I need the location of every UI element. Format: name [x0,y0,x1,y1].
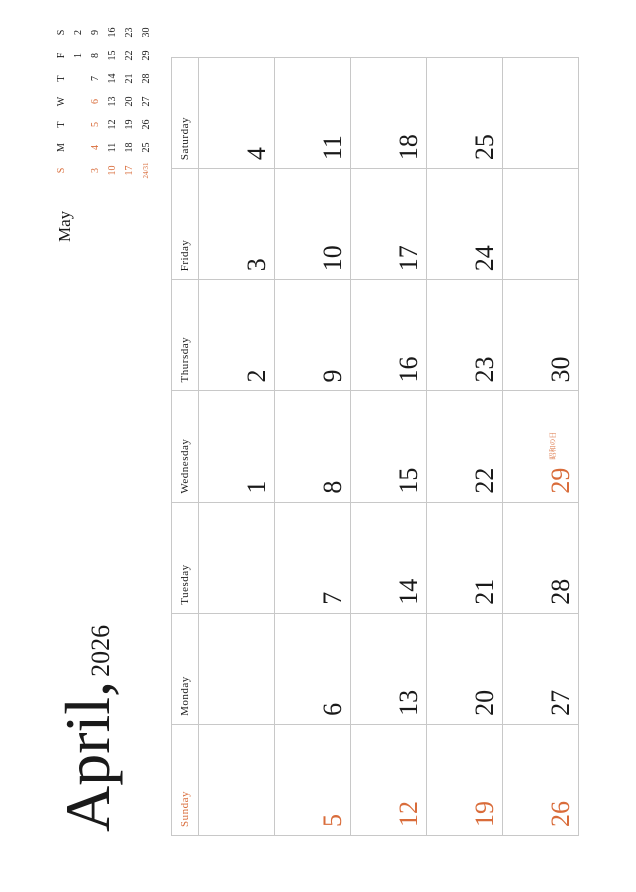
day-cell[interactable] [275,613,351,724]
day-cell[interactable] [199,390,275,501]
day-number: 6 [318,702,347,716]
day-number: 2 [242,369,271,383]
mini-day: 12 [107,119,118,130]
day-number: 30 [546,356,575,383]
day-number: 22 [470,467,499,494]
month-grid [171,57,579,836]
day-cell[interactable] [199,502,275,613]
weekday-header: Monday [172,613,199,724]
mini-day: 21 [124,73,135,84]
mini-calendar-table [53,21,155,182]
mini-weekday-header: S [56,29,67,36]
mini-day: 3 [90,168,101,173]
mini-day: 8 [90,53,101,58]
day-cell[interactable] [427,57,503,168]
day-cell[interactable] [503,724,579,835]
mini-day: 27 [141,96,152,107]
day-cell[interactable] [351,613,427,724]
mini-day: 20 [124,96,135,107]
day-cell[interactable] [503,57,579,168]
day-cell[interactable] [275,502,351,613]
weekday-header: Saturday [172,57,199,168]
mini-weekday-header: W [56,96,67,107]
weekday-header: Wednesday [172,390,199,501]
mini-day: 16 [107,27,118,38]
day-cell[interactable] [351,279,427,390]
day-number: 26 [546,801,575,827]
mini-day [70,159,87,182]
day-cell[interactable] [427,724,503,835]
mini-weekday-header: S [56,167,67,174]
day-cell[interactable] [199,57,275,168]
day-cell[interactable] [427,390,503,501]
day-cell[interactable] [351,724,427,835]
day-number: 27 [546,689,575,716]
mini-day: 14 [107,73,118,84]
mini-day: 23 [124,27,135,38]
mini-day: 26 [141,119,152,130]
weekday-header: Thursday [172,279,199,390]
day-cell[interactable] [351,57,427,168]
day-number: 12 [394,801,423,827]
day-number: 29 [546,467,575,494]
mini-day: 6 [90,99,101,104]
day-cell[interactable] [275,279,351,390]
day-cell[interactable] [427,168,503,279]
day-number: 5 [318,814,347,827]
mini-day: 7 [90,76,101,81]
title-month: April, [52,680,123,832]
holiday-label: 昭和の日 [549,431,557,460]
day-cell[interactable] [503,502,579,613]
title-year: 2026 [86,624,115,677]
day-cell[interactable] [503,613,579,724]
day-number: 1 [242,480,271,494]
mini-calendar-month: May [55,210,74,242]
mini-day: 25 [141,142,152,153]
day-number: 20 [470,689,499,716]
mini-day: 24/31 [142,162,150,179]
day-cell[interactable] [275,57,351,168]
day-number: 9 [318,369,347,383]
mini-day [70,90,87,113]
mini-day: 13 [107,96,118,107]
day-number: 16 [394,356,423,383]
mini-day: 1 [73,53,84,58]
mini-day: 17 [124,165,135,176]
day-number: 28 [546,578,575,605]
mini-day [70,136,87,159]
day-number: 13 [394,689,423,716]
day-number: 3 [242,258,271,272]
day-number: 18 [394,134,423,161]
day-cell[interactable] [275,168,351,279]
day-cell[interactable] [199,724,275,835]
weekday-header: Sunday [172,724,199,835]
mini-day [70,113,87,136]
mini-day: 19 [124,119,135,130]
page-title [52,624,123,832]
day-cell[interactable] [351,502,427,613]
day-number: 7 [318,591,347,605]
day-cell[interactable] [351,390,427,501]
day-cell[interactable] [427,279,503,390]
mini-weekday-header: F [56,52,67,59]
mini-day [70,67,87,90]
day-cell[interactable] [199,613,275,724]
mini-day: 22 [124,50,135,61]
mini-weekday-header: T [56,75,67,82]
mini-weekday-header: M [56,143,67,152]
day-cell[interactable] [199,279,275,390]
day-cell[interactable] [199,168,275,279]
day-number: 15 [394,467,423,494]
day-number: 8 [318,480,347,494]
day-cell[interactable] [503,279,579,390]
day-cell[interactable] [275,724,351,835]
mini-day: 11 [107,142,118,153]
day-cell[interactable] [351,168,427,279]
mini-day: 9 [90,30,101,35]
mini-day: 5 [90,122,101,127]
day-number: 25 [470,134,499,161]
mini-calendar [53,2,163,242]
day-cell[interactable] [427,613,503,724]
mini-day: 2 [73,30,84,35]
mini-day: 30 [141,27,152,38]
mini-day: 4 [90,145,101,150]
weekday-header: Friday [172,168,199,279]
day-number: 21 [470,578,499,605]
weekday-header: Tuesday [172,502,199,613]
day-number: 23 [470,356,499,383]
day-number: 19 [470,801,499,827]
day-number: 10 [318,245,347,272]
mini-day: 15 [107,50,118,61]
mini-day: 29 [141,50,152,61]
day-number: 14 [394,578,423,605]
mini-day: 10 [107,165,118,176]
mini-weekday-header: T [56,121,67,128]
mini-day: 28 [141,73,152,84]
day-number: 11 [318,135,347,161]
day-cell[interactable] [275,390,351,501]
day-number: 24 [470,245,499,272]
day-number: 4 [242,147,271,161]
mini-day: 18 [124,142,135,153]
day-number: 17 [394,245,423,272]
day-cell[interactable] [503,168,579,279]
day-cell[interactable] [427,502,503,613]
day-cell[interactable] [503,390,579,501]
